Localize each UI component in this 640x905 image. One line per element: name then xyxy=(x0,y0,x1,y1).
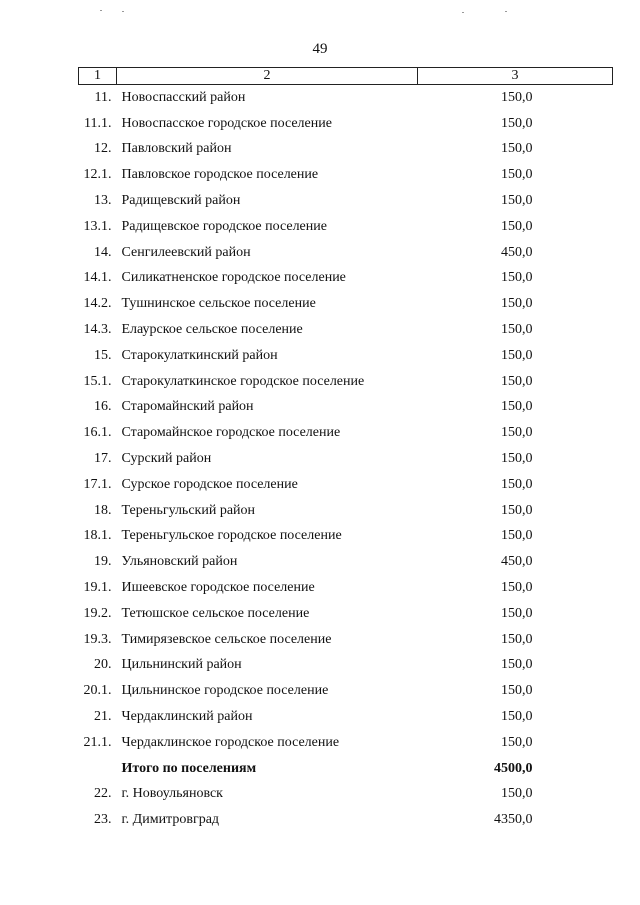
row-amount: 150,0 xyxy=(501,296,533,312)
table-row xyxy=(79,369,613,395)
row-amount: 150,0 xyxy=(501,115,533,131)
row-number: 20.1. xyxy=(83,683,112,699)
row-number: 21. xyxy=(94,709,112,725)
row-number: 18.1. xyxy=(83,528,112,544)
row-name: Тетюшское сельское поселение xyxy=(121,605,310,621)
row-amount: 150,0 xyxy=(501,193,533,209)
row-number: 15.1. xyxy=(83,373,112,389)
row-number: 19.3. xyxy=(83,631,112,647)
row-amount: 150,0 xyxy=(501,425,533,441)
row-number: 11. xyxy=(94,89,112,105)
table-row xyxy=(79,343,613,369)
row-number xyxy=(79,756,117,782)
row-name: Сурское городское поселение xyxy=(121,476,298,492)
row-amount: 4350,0 xyxy=(494,812,533,828)
table-row xyxy=(79,782,613,808)
row-number: 17.1. xyxy=(83,476,112,492)
row-amount: 450,0 xyxy=(501,554,533,570)
row-amount: 450,0 xyxy=(501,244,533,260)
header-col-2: 2 xyxy=(117,68,418,85)
row-name: Старокулаткинское городское поселение xyxy=(121,373,365,389)
row-name: Новоспасский район xyxy=(121,89,246,105)
table-row xyxy=(79,601,613,627)
row-number: 12. xyxy=(94,141,112,157)
header-col-1: 1 xyxy=(79,68,117,85)
table-row xyxy=(79,317,613,343)
table-row xyxy=(79,214,613,240)
row-amount: 150,0 xyxy=(501,347,533,363)
row-name: Силикатненское городское поселение xyxy=(121,270,346,286)
row-name: Елаурское сельское поселение xyxy=(121,322,303,338)
row-name: Павловский район xyxy=(121,141,232,157)
table-row xyxy=(79,704,613,730)
row-number: 22. xyxy=(94,786,112,802)
row-amount: 150,0 xyxy=(501,786,533,802)
table-body xyxy=(79,85,613,834)
row-name: Цильнинское городское поселение xyxy=(121,683,329,699)
row-name: Тереньгульское городское поселение xyxy=(121,528,342,544)
table-header-row xyxy=(79,68,613,85)
row-name: г. Димитровград xyxy=(121,812,220,828)
table-row xyxy=(79,446,613,472)
row-name: Радищевское городское поселение xyxy=(121,218,327,234)
row-name: Тереньгульский район xyxy=(121,502,256,518)
row-name: Новоспасское городское поселение xyxy=(121,115,332,131)
table-row xyxy=(79,498,613,524)
row-number: 15. xyxy=(94,347,112,363)
row-number: 14. xyxy=(94,244,112,260)
table-row xyxy=(79,678,613,704)
row-amount: 150,0 xyxy=(501,322,533,338)
row-number: 23. xyxy=(94,812,112,828)
row-number: 19.1. xyxy=(83,580,112,596)
row-number: 20. xyxy=(94,657,112,673)
row-number: 14.1. xyxy=(83,270,112,286)
scan-speck xyxy=(505,11,507,12)
table-row xyxy=(79,266,613,292)
row-amount: 150,0 xyxy=(501,476,533,492)
row-number: 16.1. xyxy=(83,425,112,441)
table-row xyxy=(79,291,613,317)
row-name: Цильнинский район xyxy=(121,657,242,673)
row-name: Старомайнский район xyxy=(121,399,254,415)
table-row xyxy=(79,575,613,601)
row-number: 13.1. xyxy=(83,218,112,234)
row-name: Итого по поселениям xyxy=(121,760,257,776)
allocation-table xyxy=(78,67,613,833)
row-number: 14.3. xyxy=(83,322,112,338)
table-row xyxy=(79,137,613,163)
table-row xyxy=(79,111,613,137)
row-amount: 150,0 xyxy=(501,373,533,389)
table-row xyxy=(79,524,613,550)
row-amount: 150,0 xyxy=(501,631,533,647)
row-name: Сурский район xyxy=(121,451,212,467)
row-number: 19. xyxy=(94,554,112,570)
row-number: 17. xyxy=(94,451,112,467)
page-number: 49 xyxy=(312,41,328,57)
table-row xyxy=(79,240,613,266)
row-name: Радищевский район xyxy=(121,193,241,209)
row-number: 11.1. xyxy=(84,115,112,131)
table-row xyxy=(79,807,613,833)
row-amount: 150,0 xyxy=(501,709,533,725)
row-name: Чердаклинский район xyxy=(121,709,253,725)
table-row xyxy=(79,472,613,498)
scan-speck xyxy=(462,12,464,13)
row-amount: 150,0 xyxy=(501,657,533,673)
row-amount: 150,0 xyxy=(501,141,533,157)
row-name: Ишеевское городское поселение xyxy=(121,580,315,596)
row-number: 14.2. xyxy=(83,296,112,312)
row-name: Павловское городское поселение xyxy=(121,167,319,183)
row-amount: 150,0 xyxy=(501,502,533,518)
table-row xyxy=(79,85,613,111)
row-name: Старомайнское городское поселение xyxy=(121,425,341,441)
table-row xyxy=(79,653,613,679)
row-number: 13. xyxy=(94,193,112,209)
table-row xyxy=(79,162,613,188)
table-row xyxy=(79,730,613,756)
table-row xyxy=(79,420,613,446)
row-number: 12.1. xyxy=(83,167,112,183)
table-row xyxy=(79,549,613,575)
table-row xyxy=(79,627,613,653)
row-name: Тушнинское сельское поселение xyxy=(121,296,316,312)
scan-speck xyxy=(122,11,124,12)
row-name: Ульяновский район xyxy=(121,554,238,570)
row-number: 18. xyxy=(94,502,112,518)
table-row xyxy=(79,395,613,421)
row-name: г. Новоульяновск xyxy=(121,786,223,802)
row-amount: 150,0 xyxy=(501,734,533,750)
row-amount: 150,0 xyxy=(501,167,533,183)
row-name: Чердаклинское городское поселение xyxy=(121,734,340,750)
row-number: 16. xyxy=(94,399,112,415)
row-amount: 150,0 xyxy=(501,683,533,699)
row-amount: 150,0 xyxy=(501,580,533,596)
row-name: Тимирязевское сельское поселение xyxy=(121,631,332,647)
row-number: 19.2. xyxy=(83,605,112,621)
row-amount: 150,0 xyxy=(501,605,533,621)
row-amount: 150,0 xyxy=(501,399,533,415)
row-amount: 150,0 xyxy=(501,270,533,286)
row-amount: 150,0 xyxy=(501,89,533,105)
table-row xyxy=(79,188,613,214)
row-amount: 150,0 xyxy=(501,451,533,467)
row-number: 21.1. xyxy=(83,734,112,750)
total-row xyxy=(79,756,613,782)
row-name: Старокулаткинский район xyxy=(121,347,278,363)
row-amount: 4500,0 xyxy=(494,760,533,776)
scan-speck xyxy=(100,10,102,11)
header-col-3: 3 xyxy=(418,68,613,85)
row-name: Сенгилеевский район xyxy=(121,244,251,260)
row-amount: 150,0 xyxy=(501,528,533,544)
row-amount: 150,0 xyxy=(501,218,533,234)
